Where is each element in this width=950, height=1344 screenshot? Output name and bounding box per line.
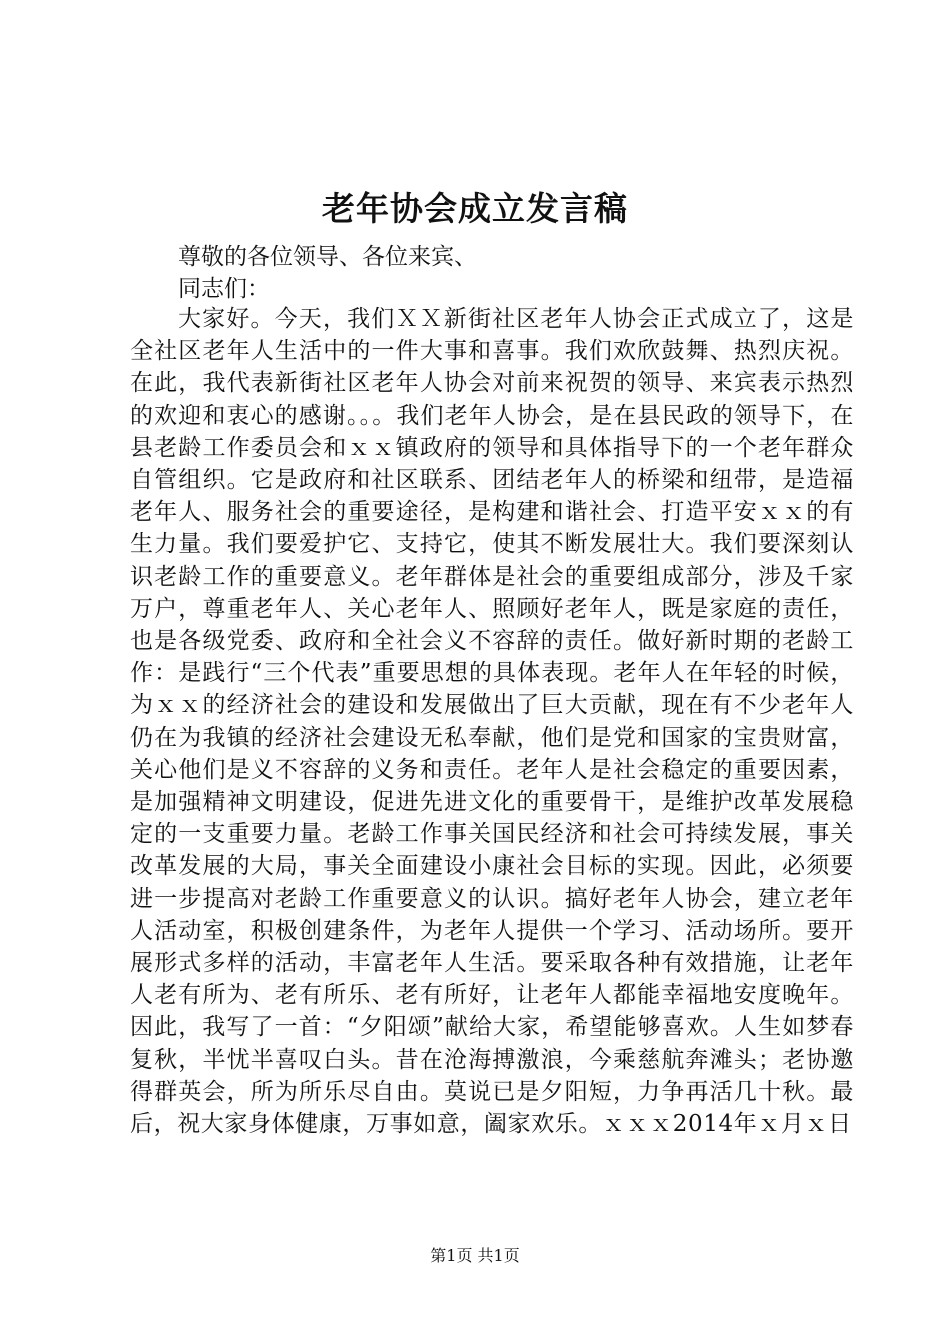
document-title: 老年协会成立发言稿 [322, 189, 628, 228]
salutation-line-2: 同志们： [178, 276, 270, 302]
page-number-footer: 第1页 共1页 [430, 1246, 520, 1265]
speech-body-paragraph: 大家好。今天，我们ＸＸ新街社区老年人协会正式成立了，这是全社区老年人生活中的一件大事和喜事。我们欢欣鼓舞、热烈庆祝。在此，我代表新街社区老年人协会对前来祝贺的领导、来宾表示热烈的欢迎和衷心的感谢。。。我们老年人协会，是在县民政的领导下，在县老龄工作委员会和ｘｘ镇政府的领导和具体指导下的一个老年群众自管组织。它是政府和社区联系、团结老年人的桥梁和纽带，是造福老年人、服务社会的重要途径，是构建和谐社会、打造平安ｘｘ的有生力量。我们要爱护它、支持它，使其不断发展壮大。我们要深刻认识老龄工作的重要意义。老年群体是社会的重要组成部分，涉及千家万户，尊重老年人、关心老年人、照顾好老年人，既是家庭的责任，也是各级党委、政府和全社会义不容辞的责任。做好新时期的老龄工作：是践行“三个代表”重要思想的具体表现。老年人在年轻的时候，为ｘｘ的经济社会的建设和发展做出了巨大贡献，现在有不少老年人仍在为我镇的经济社会建设无私奉献，他们是党和国家的宝贵财富，关心他们是义不容辞的义务和责任。老年人是社会稳定的重要因素，是加强精神文明建设，促进先进文化的重要骨干，是维护改革发展稳定的一支重要力量。老龄工作事关国民经济和社会可持续发展，事关改革发展的大局，事关全面建设小康社会目标的实现。因此，必须要进一步提高对老龄工作重要意义的认识。搞好老年人协会，建立老年人活动室，积极创建条件，为老年人提供一个学习、活动场所。要开展形式多样的活动，丰富老年人生活。要采取各种有效措施，让老年人老有所为、老有所乐、老有所好，让老年人都能幸福地安度晚年。因此，我写了一首：“夕阳颂”献给大家，希望能够喜欢。人生如梦春复秋，半忧半喜叹白头。昔在沧海搏激浪，今乘慈航奔滩头；老协邀得群英会，所为所乐尽自由。莫说已是夕阳短，力争再活几十秋。最后，祝大家身体健康，万事如意，阖家欢乐。ｘｘｘ2014年ｘ月ｘ日 [130, 306, 854, 1138]
salutation-line-1: 尊敬的各位领导、各位来宾、 [178, 244, 477, 270]
